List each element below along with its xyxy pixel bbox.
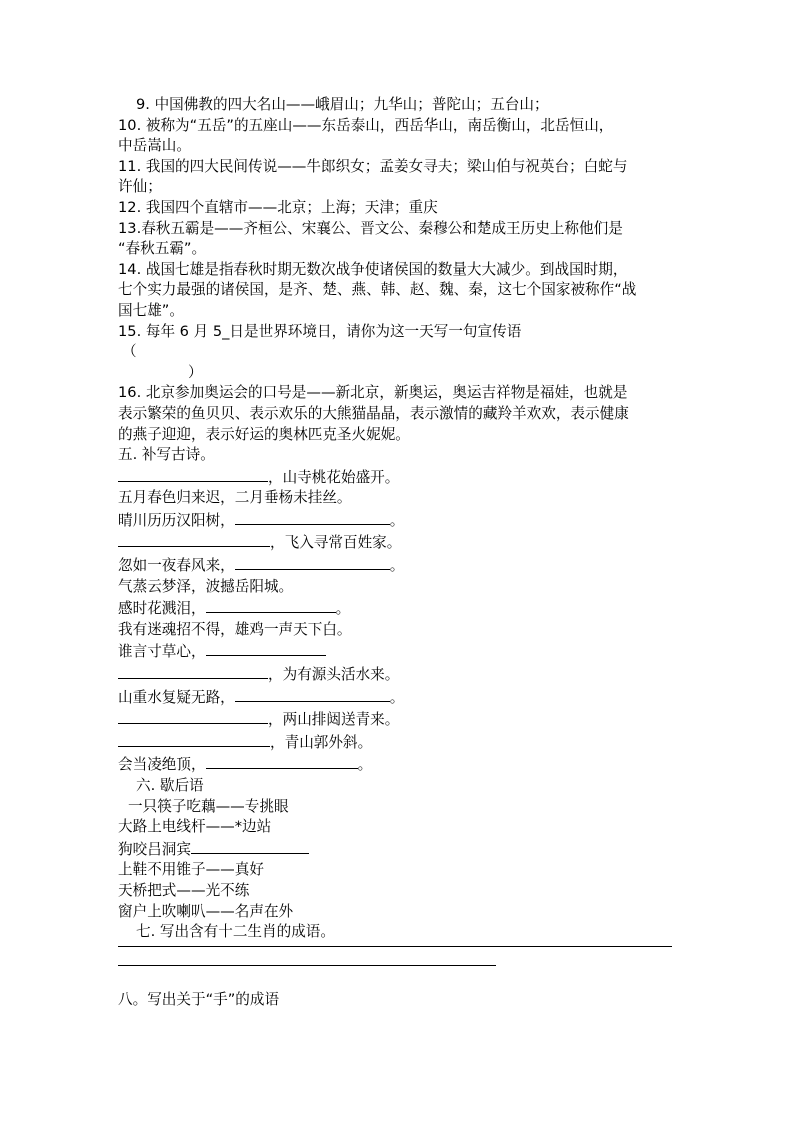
xiehouyu-3-text: 狗咬吕洞宾 bbox=[118, 840, 191, 858]
poem-line-13 bbox=[118, 731, 678, 754]
poem-line-10 bbox=[118, 663, 678, 686]
section-8-title: 八。写出关于“手”的成语 bbox=[118, 991, 280, 1008]
xiehouyu-3 bbox=[118, 838, 678, 861]
section-7-title: 七. 写出含有十二生肖的成语。 bbox=[136, 923, 335, 941]
item-15: 15. 每年 6 月 5_日是世界环境日，请你为这一天写一句宣传语 bbox=[118, 322, 522, 340]
poem-text-12: ，两山排闼送青来。 bbox=[268, 711, 400, 729]
poem-line-8: 我有迷魂招不得，雄鸡一声天下白。 bbox=[118, 620, 352, 638]
item-13-line1: 13.春秋五霸是——齐桓公、宋襄公、晋文公、秦穆公和楚成王历史上称他们是 bbox=[118, 219, 623, 237]
poem-line-6: 气蒸云梦泽，波撼岳阳城。 bbox=[118, 577, 294, 595]
poem-end-11: 。 bbox=[389, 688, 405, 706]
poem-blank-12[interactable] bbox=[118, 708, 268, 724]
xiehouyu-blank-3[interactable] bbox=[191, 838, 309, 854]
xiehouyu-2: 大路上电线杆——*边站 bbox=[118, 818, 272, 836]
poem-line-1 bbox=[118, 466, 678, 489]
poem-text-7: 感时花溅泪， bbox=[118, 600, 206, 618]
poem-text-11: 山重水复疑无路， bbox=[118, 688, 235, 706]
poem-blank-5[interactable] bbox=[235, 554, 390, 570]
item-13-line2: “春秋五霸”。 bbox=[118, 240, 207, 258]
poem-line-7 bbox=[118, 597, 678, 620]
poem-line-12 bbox=[118, 708, 678, 731]
item-10-line1: 10. 被称为“五岳”的五座山——东岳泰山，西岳华山，南岳衡山，北岳恒山， bbox=[118, 116, 614, 134]
poem-blank-1[interactable] bbox=[118, 466, 268, 482]
xiehouyu-5: 天桥把式——光不练 bbox=[118, 881, 250, 899]
poem-end-3: 。 bbox=[389, 511, 405, 529]
poem-text-5: 忽如一夜春风来， bbox=[118, 557, 235, 575]
xiehouyu-4: 上鞋不用锥子——真好 bbox=[118, 861, 264, 879]
poem-line-14 bbox=[118, 753, 678, 776]
item-14-line3: 国七雄”。 bbox=[118, 301, 184, 319]
poem-blank-14[interactable] bbox=[206, 753, 358, 769]
section-6-title: 六. 歇后语 bbox=[136, 777, 204, 794]
poem-text-3: 晴川历历汉阳树， bbox=[118, 511, 235, 529]
item-9: 9. 中国佛教的四大名山——峨眉山；九华山；普陀山；五台山； bbox=[136, 96, 549, 113]
poem-blank-7[interactable] bbox=[206, 597, 336, 613]
poem-end-5: 。 bbox=[389, 557, 405, 575]
document-body bbox=[118, 95, 678, 943]
item-10-line2: 中岳嵩山。 bbox=[118, 137, 191, 155]
poem-blank-3[interactable] bbox=[235, 509, 390, 525]
poem-line-11 bbox=[118, 686, 678, 709]
item-14-line1: 14. 战国七雄是指春秋时期无数次战争使诸侯国的数量大大减少。到战国时期， bbox=[118, 260, 628, 278]
poem-line-4 bbox=[118, 531, 678, 554]
poem-blank-13[interactable] bbox=[118, 731, 270, 747]
poem-text-13: ，青山郭外斜。 bbox=[270, 733, 373, 751]
poem-line-5 bbox=[118, 554, 678, 577]
poem-end-14: 。 bbox=[357, 756, 373, 774]
poem-blank-10[interactable] bbox=[118, 663, 268, 679]
xiehouyu-1: 一只筷子吃藕——专挑眼 bbox=[128, 797, 289, 815]
item-16-line3: 的燕子迎迎，表示好运的奥林匹克圣火妮妮。 bbox=[118, 425, 410, 443]
poem-end-7: 。 bbox=[335, 600, 351, 618]
answer-line-1[interactable] bbox=[118, 946, 672, 947]
item-15-close-paren: ） bbox=[188, 363, 203, 381]
poem-line-9 bbox=[118, 640, 678, 663]
poem-blank-4[interactable] bbox=[118, 531, 270, 547]
item-14-line2: 七个实力最强的诸侯国，是齐、楚、燕、韩、赵、魏、秦，这七个国家被称作“战 bbox=[118, 281, 637, 299]
item-16-line1: 16. 北京参加奥运会的口号是——新北京，新奥运，奥运吉祥物是福娃，也就是 bbox=[118, 384, 628, 402]
poem-text-9: 谁言寸草心， bbox=[118, 643, 206, 661]
item-11-line2: 许仙； bbox=[118, 178, 162, 196]
item-12: 12. 我国四个直辖市——北京；上海；天津；重庆 bbox=[118, 198, 438, 216]
item-15-open-paren: （ bbox=[122, 343, 137, 361]
poem-blank-9[interactable] bbox=[206, 640, 326, 656]
answer-line-2[interactable] bbox=[118, 965, 496, 966]
poem-text-1: ，山寺桃花始盛开。 bbox=[268, 468, 400, 486]
section-5-title: 五. 补写古诗。 bbox=[118, 446, 215, 464]
xiehouyu-6: 窗户上吹喇叭——名声在外 bbox=[118, 902, 294, 920]
poem-blank-11[interactable] bbox=[235, 686, 390, 702]
poem-text-10: ，为有源头活水来。 bbox=[268, 666, 400, 684]
item-16-line2: 表示繁荣的鱼贝贝、表示欢乐的大熊猫晶晶，表示激情的藏羚羊欢欢，表示健康 bbox=[118, 404, 629, 422]
poem-text-14: 会当凌绝顶， bbox=[118, 756, 206, 774]
poem-text-4: ，飞入寻常百姓家。 bbox=[270, 534, 402, 552]
item-11-line1: 11. 我国的四大民间传说——牛郎织女；孟姜女寻夫；梁山伯与祝英台；白蛇与 bbox=[118, 157, 628, 175]
poem-line-2: 五月春色归来迟，二月垂杨未挂丝。 bbox=[118, 489, 352, 507]
poem-line-3 bbox=[118, 509, 678, 532]
